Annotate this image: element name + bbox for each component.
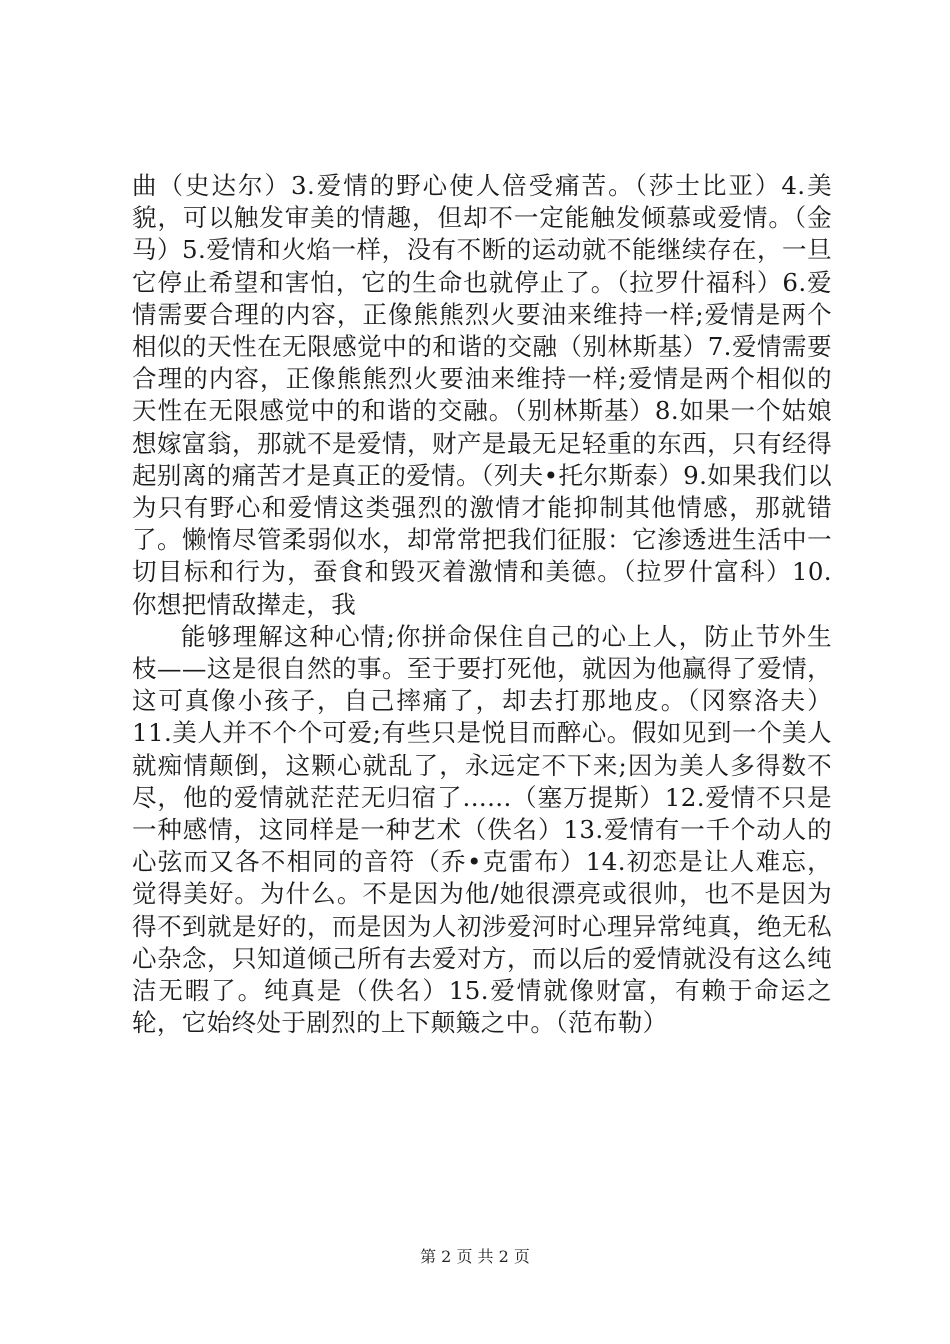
body-paragraph-1: 曲（史达尔）3.爱情的野心使人倍受痛苦。（莎士比亚）4.美貌，可以触发审美的情趣，但却不一定能触发倾慕或爱情。（金马）5.爱情和火焰一样，没有不断的运动就不能继续存在，一旦它停止希望和害怕，它的生命也就停止了。（拉罗什福科）6.爱情需要合理的内容，正像熊熊烈火要油来维持一样;爱情是两个相似的天性在无限感觉中的和谐的交融（别林斯基）7.爱情需要合理的内容，正像熊熊烈火要油来维持一样;爱情是两个相似的天性在无限感觉中的和谐的交融。（别林斯基）8.如果一个姑娘想嫁富翁，那就不是爱情，财产是最无足轻重的东西，只有经得起别离的痛苦才是真正的爱情。（列夫•托尔斯泰）9.如果我们以为只有野心和爱情这类强烈的激情才能抑制其他情感，那就错了。懒惰尽管柔弱似水，却常常把我们征服：它渗透进生活中一切目标和行为，蚕食和毁灭着激情和美德。（拉罗什富科）10.你想把情敌撵走，我 [132,171,832,619]
body-paragraph-2: 能够理解这种心情;你拼命保住自己的心上人，防止节外生枝——这是很自然的事。至于要打死他，就因为他赢得了爱情，这可真像小孩子，自己摔痛了，却去打那地皮。（冈察洛夫）11.美人并不个个可爱;有些只是悦目而醉心。假如见到一个美人就痴情颠倒，这颗心就乱了，永远定不下来;因为美人多得数不尽，他的爱情就茫茫无归宿了......（塞万提斯）12.爱情不只是一种感情，这同样是一种艺术（佚名）13.爱情有一千个动人的心弦而又各不相同的音符（乔•克雷布）14.初恋是让人难忘，觉得美好。为什么。不是因为他/她很漂亮或很帅，也不是因为得不到就是好的，而是因为人初涉爱河时心理异常纯真，绝无私心杂念，只知道倾己所有去爱对方，而以后的爱情就没有这么纯洁无暇了。纯真是（佚名）15.爱情就像财富，有赖于命运之轮，它始终处于剧烈的上下颠簸之中。（范布勒） [132,621,832,1038]
page-number-label: 第 2 页 共 2 页 [420,1247,530,1266]
page-footer [0,1244,950,1267]
document-body [132,170,832,1039]
